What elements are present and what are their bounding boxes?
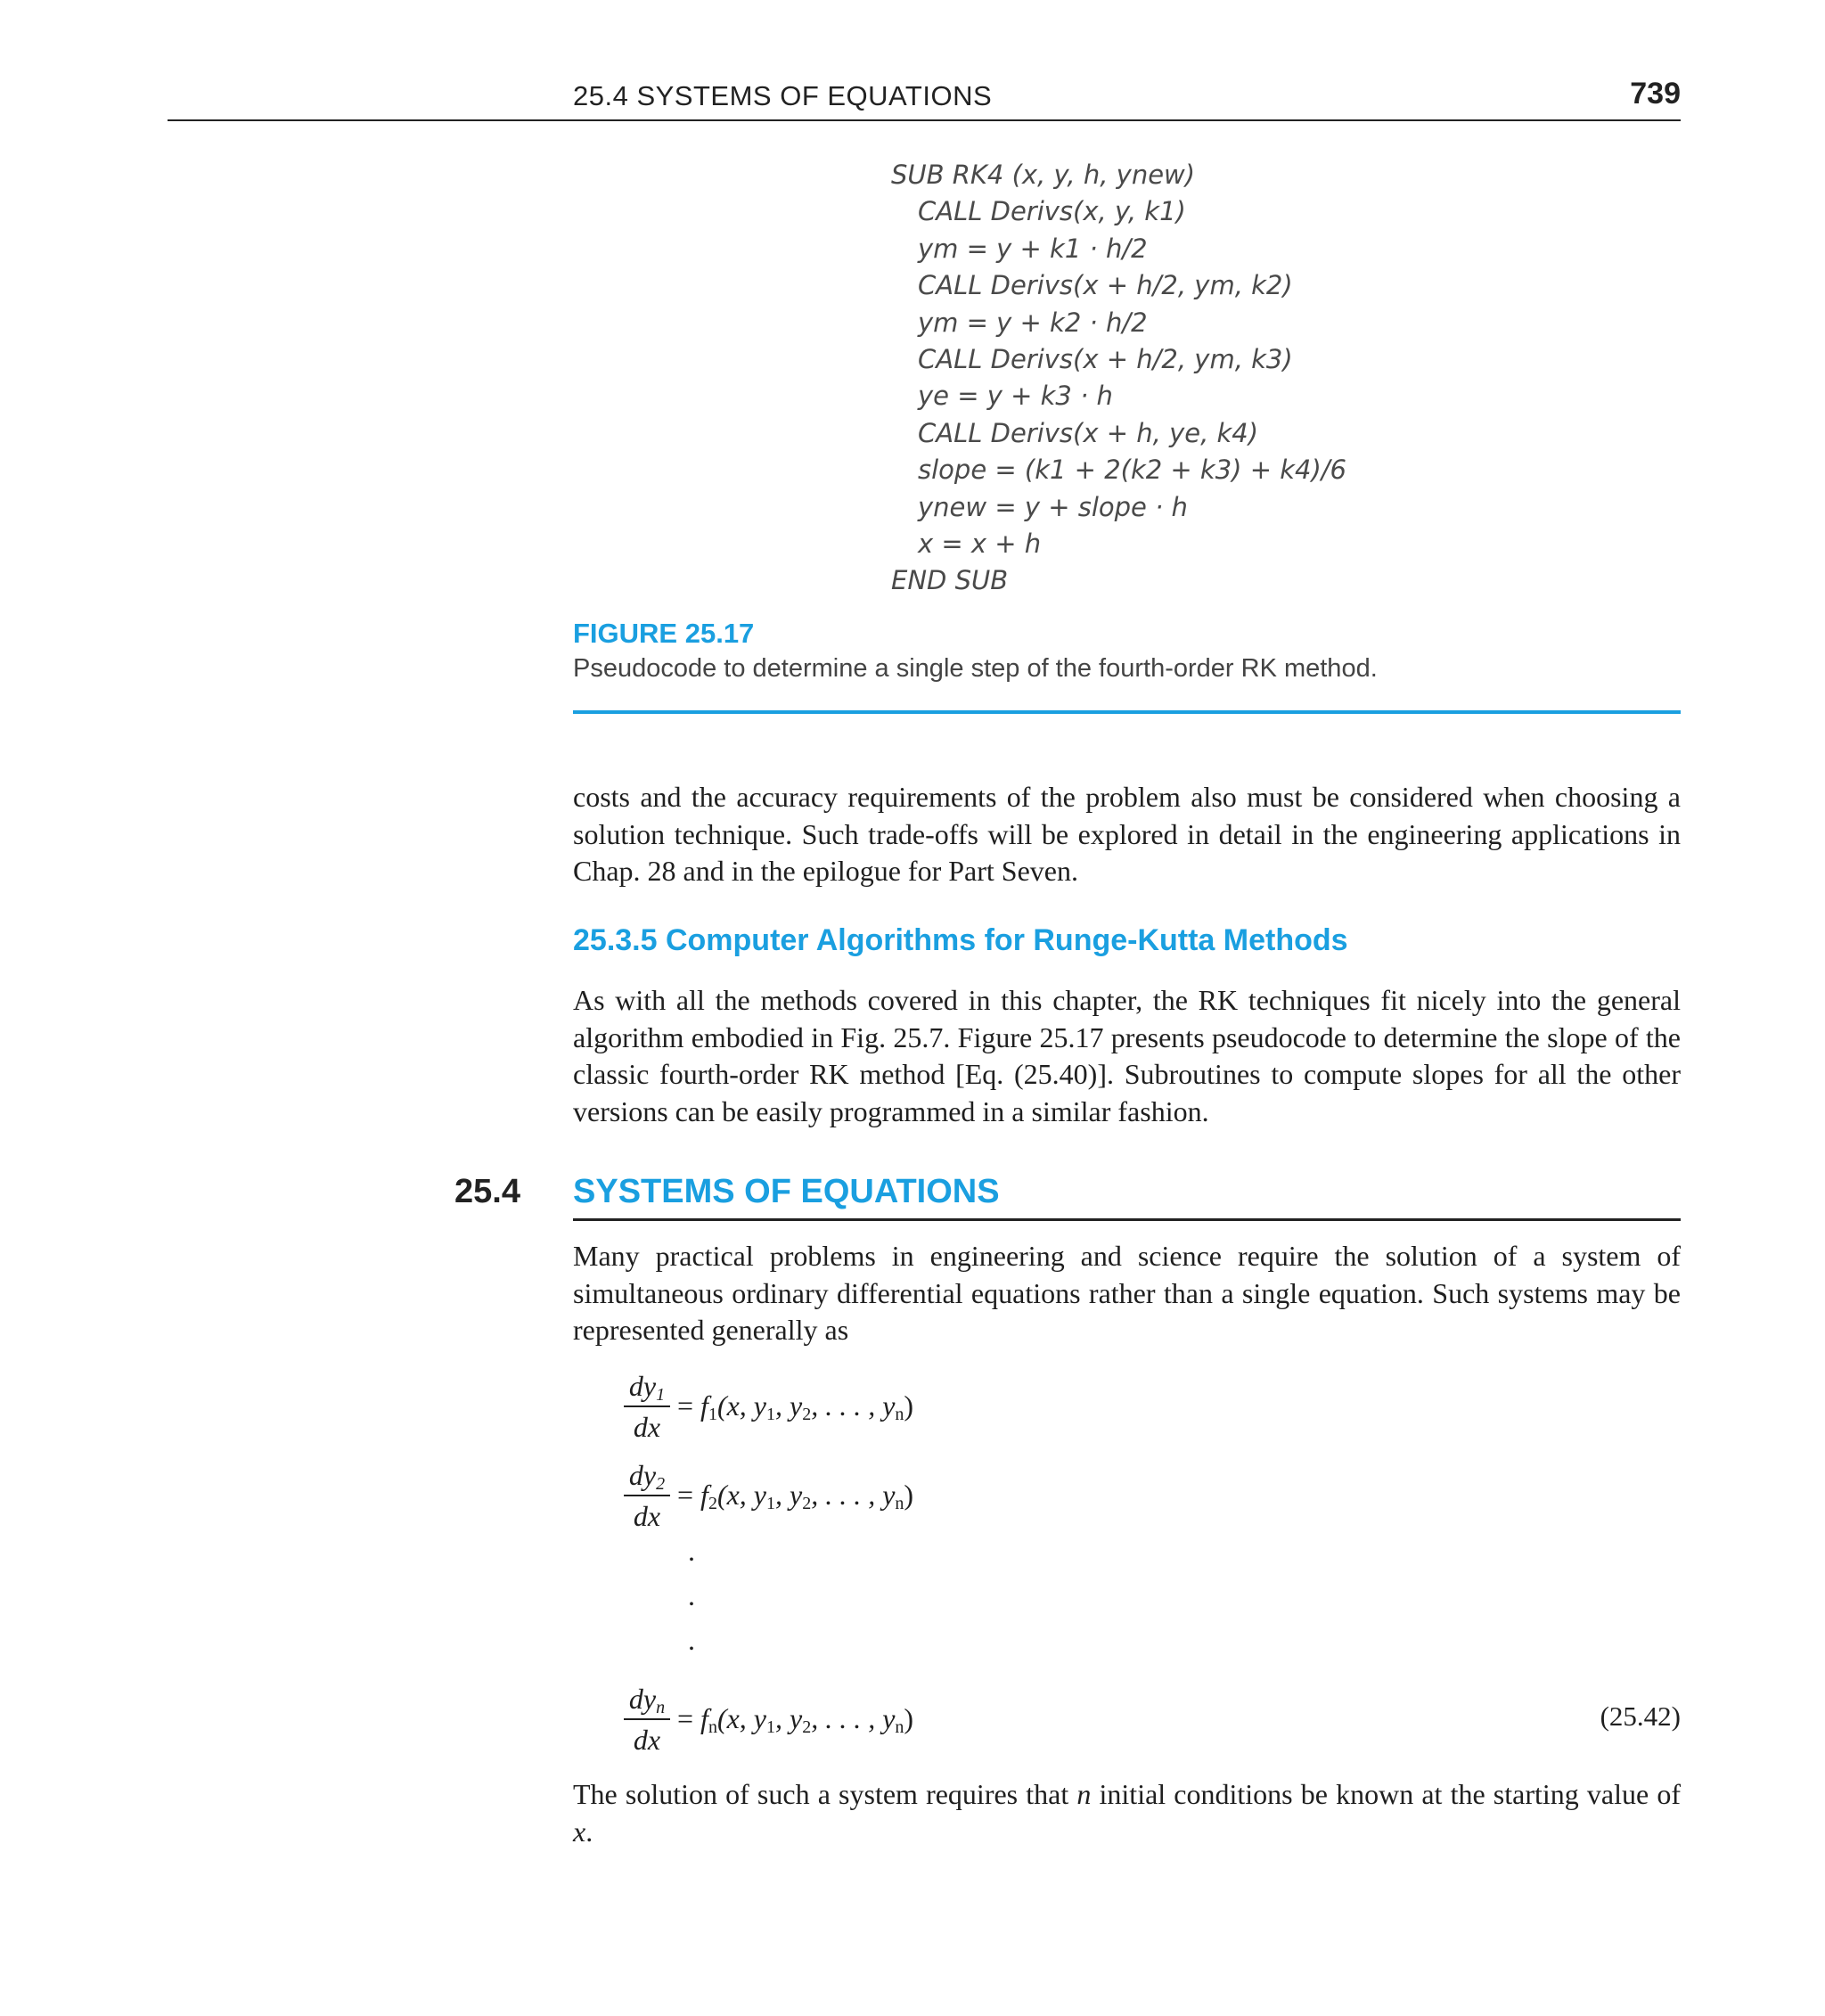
- ellipsis-dot: .: [688, 1535, 695, 1567]
- code-line: ynew = y + slope · h: [918, 491, 1188, 522]
- figure-caption: [573, 617, 1681, 686]
- paragraph-rk-algorithms: As with all the methods covered in this chapter, the RK techniques fit nicely into the general algorithm embodied in Fig. 25.7. Figure 25.17 presents pseudocode to determine the slope of the classic fourth-order RK method [Eq. (25.40)]. Subroutines to compute slopes for all the other versions can be easily programmed in a similar fashion.: [573, 984, 1681, 1127]
- fraction: $dy_1$ dx: [624, 1368, 670, 1445]
- code-line: ym = y + k2 · h/2: [918, 307, 1148, 338]
- paragraph-costs: costs and the accuracy requirements of the problem also must be considered when choosing a solution technique. Such trade-offs will be explored in detail in the engineering applications in Chap. 28 and in the epilogue for Part Seven.: [573, 781, 1681, 887]
- ellipsis-dot: .: [688, 1579, 695, 1611]
- running-head: [168, 77, 1681, 121]
- section-number: 25.4: [454, 1173, 520, 1210]
- section-rule: [573, 1218, 1681, 1221]
- paragraph-initial-conditions: The solution of such a system requires that n initial conditions be known at the starting value of x.: [573, 1778, 1682, 1848]
- figure-label: FIGURE 25.17: [573, 618, 755, 649]
- code-line: ym = y + k1 · h/2: [918, 233, 1148, 264]
- equation-number: (25.42): [1600, 1700, 1681, 1732]
- equation-rhs: = $f_2(x$, $y_1$, $y_2$, . . . , $y_n$): [677, 1479, 914, 1513]
- subsection-heading: 25.3.5 Computer Algorithms for Runge-Kutta Methods: [573, 923, 1348, 957]
- figure-divider: [573, 710, 1681, 714]
- running-head-title: 25.4 SYSTEMS OF EQUATIONS: [573, 80, 993, 111]
- ellipsis-dot: .: [688, 1624, 695, 1656]
- page-number: 739: [1630, 77, 1681, 111]
- fraction: $dy_2$ dx: [624, 1457, 670, 1534]
- code-line: CALL Derivs(x, y, k1): [918, 196, 1186, 227]
- code-line: END SUB: [891, 565, 1009, 596]
- code-line: x = x + h: [918, 528, 1042, 559]
- figure-caption-text: Pseudocode to determine a single step of the fourth-order RK method.: [573, 654, 1378, 683]
- code-line: SUB RK4 (x, y, h, ynew): [891, 160, 1196, 190]
- code-line: CALL Derivs(x + h/2, ym, k2): [918, 270, 1293, 301]
- code-line: ye = y + k3 · h: [918, 381, 1113, 412]
- fraction: $dy_n$ dx: [624, 1681, 670, 1758]
- section-title: SYSTEMS OF EQUATIONS: [573, 1173, 1000, 1210]
- code-line: CALL Derivs(x + h/2, ym, k3): [918, 343, 1293, 374]
- code-line: slope = (k1 + 2(k2 + k3) + k4)/6: [918, 455, 1347, 486]
- equation-rhs: = $f_n(x$, $y_1$, $y_2$, . . . , $y_n$): [677, 1702, 914, 1737]
- paragraph-systems-intro: Many practical problems in engineering and science require the solution of a system of simultaneous ordinary differential equations rather than a single equation. Such systems may be represented generally as: [573, 1240, 1681, 1346]
- pseudocode-block: [891, 157, 1346, 600]
- code-line: CALL Derivs(x + h, ye, k4): [918, 417, 1259, 448]
- equation-rhs: = $f_1(x$, $y_1$, $y_2$, . . . , $y_n$): [677, 1389, 914, 1424]
